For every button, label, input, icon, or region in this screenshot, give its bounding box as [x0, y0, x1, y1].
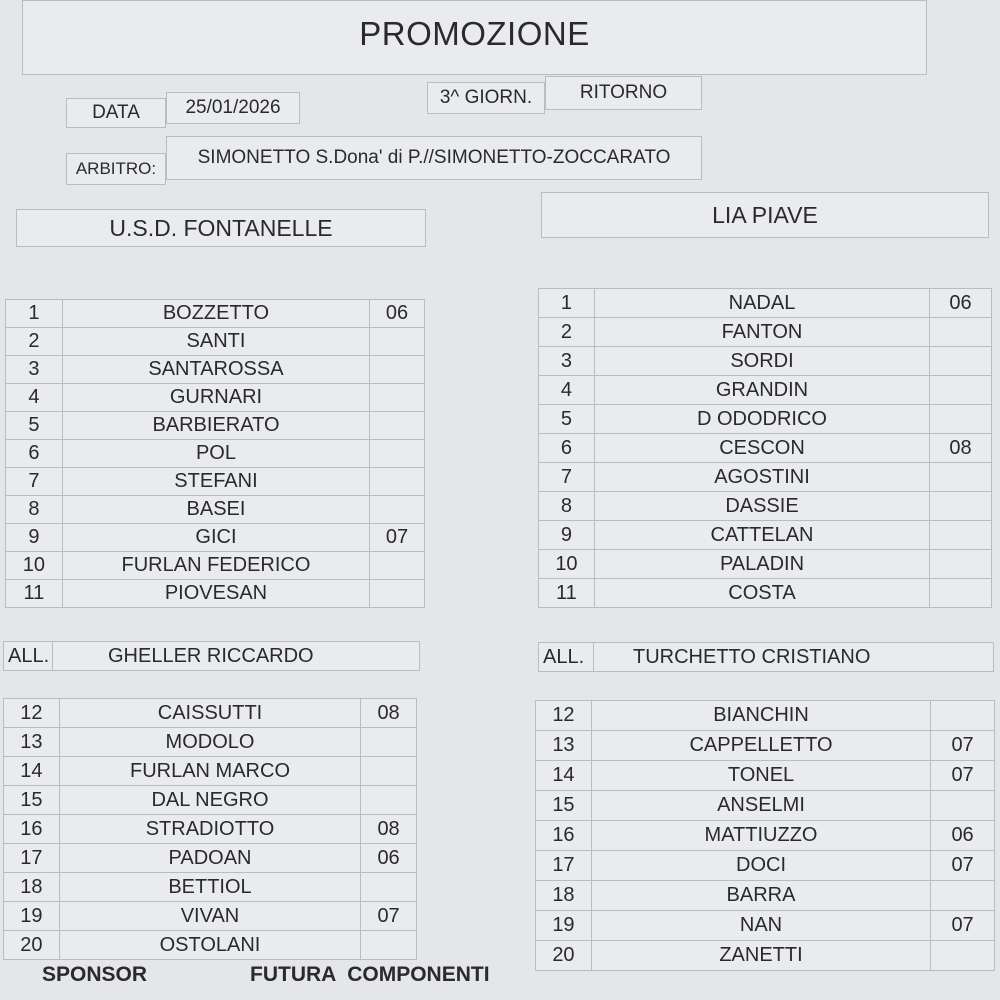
player-name: GURNARI [62, 384, 369, 412]
player-name: D ODODRICO [594, 405, 929, 434]
player-score: 06 [361, 844, 417, 873]
player-number: 12 [4, 699, 60, 728]
player-score [930, 579, 992, 608]
data-value: 25/01/2026 [166, 92, 300, 124]
player-row [539, 318, 992, 347]
player-score: 06 [930, 289, 992, 318]
player-name: NADAL [594, 289, 929, 318]
player-row [536, 761, 995, 791]
player-row [536, 731, 995, 761]
player-name: DAL NEGRO [59, 786, 360, 815]
player-row [4, 815, 417, 844]
player-row [539, 550, 992, 579]
away-coach-row [538, 642, 994, 672]
player-name: SANTI [62, 328, 369, 356]
player-name: PALADIN [594, 550, 929, 579]
player-number: 17 [536, 851, 592, 881]
home-team-name: U.S.D. FONTANELLE [16, 209, 426, 247]
player-name: FURLAN FEDERICO [62, 552, 369, 580]
player-score: 06 [931, 821, 995, 851]
player-row [4, 728, 417, 757]
player-row [6, 412, 425, 440]
player-number: 6 [6, 440, 63, 468]
player-row [536, 911, 995, 941]
player-row [539, 579, 992, 608]
player-number: 20 [4, 931, 60, 960]
player-score: 08 [930, 434, 992, 463]
player-score [361, 728, 417, 757]
player-name: MATTIUZZO [591, 821, 930, 851]
player-name: AGOSTINI [594, 463, 929, 492]
player-name: BOZZETTO [62, 300, 369, 328]
player-score [370, 328, 425, 356]
player-number: 10 [539, 550, 595, 579]
player-score [931, 941, 995, 971]
player-number: 1 [6, 300, 63, 328]
player-number: 19 [4, 902, 60, 931]
player-number: 17 [4, 844, 60, 873]
player-number: 14 [4, 757, 60, 786]
player-number: 18 [536, 881, 592, 911]
away-starters-table [538, 288, 992, 608]
player-number: 16 [536, 821, 592, 851]
player-name: PADOAN [59, 844, 360, 873]
player-number: 7 [6, 468, 63, 496]
player-number: 10 [6, 552, 63, 580]
player-row [536, 791, 995, 821]
away-coach-name: TURCHETTO CRISTIANO [633, 645, 871, 668]
sponsor-value: FUTURA COMPONENTI [250, 963, 490, 986]
player-row [539, 434, 992, 463]
player-name: NAN [591, 911, 930, 941]
player-row [539, 376, 992, 405]
player-row [6, 496, 425, 524]
player-row [4, 757, 417, 786]
player-row [6, 580, 425, 608]
player-score [370, 552, 425, 580]
player-name: ANSELMI [591, 791, 930, 821]
player-number: 8 [539, 492, 595, 521]
player-row [6, 356, 425, 384]
page-title: PROMOZIONE [359, 15, 590, 52]
player-row [6, 524, 425, 552]
player-name: GICI [62, 524, 369, 552]
player-name: CESCON [594, 434, 929, 463]
player-name: MODOLO [59, 728, 360, 757]
home-coach-row [3, 641, 420, 671]
player-row [539, 405, 992, 434]
player-score [930, 318, 992, 347]
away-subs-table [535, 700, 995, 971]
player-name: SANTAROSSA [62, 356, 369, 384]
player-score: 07 [931, 761, 995, 791]
player-row [539, 463, 992, 492]
player-row [6, 552, 425, 580]
player-number: 12 [536, 701, 592, 731]
player-name: TONEL [591, 761, 930, 791]
player-row [6, 384, 425, 412]
player-name: BIANCHIN [591, 701, 930, 731]
player-number: 13 [536, 731, 592, 761]
home-coach-name: GHELLER RICCARDO [108, 644, 314, 667]
away-team-name: LIA PIAVE [541, 192, 989, 238]
player-score: 07 [361, 902, 417, 931]
player-number: 2 [539, 318, 595, 347]
player-number: 16 [4, 815, 60, 844]
player-number: 8 [6, 496, 63, 524]
player-name: SORDI [594, 347, 929, 376]
player-number: 2 [6, 328, 63, 356]
player-score [930, 347, 992, 376]
player-number: 14 [536, 761, 592, 791]
player-score: 07 [931, 851, 995, 881]
player-row [536, 941, 995, 971]
player-score [370, 496, 425, 524]
player-name: POL [62, 440, 369, 468]
player-name: BARRA [591, 881, 930, 911]
player-name: STEFANI [62, 468, 369, 496]
data-label: DATA [66, 98, 166, 128]
giornata-label: 3^ GIORN. [427, 82, 545, 114]
player-score: 07 [931, 911, 995, 941]
player-score [361, 786, 417, 815]
player-name: ZANETTI [591, 941, 930, 971]
giornata-value: RITORNO [545, 76, 702, 110]
player-score: 06 [370, 300, 425, 328]
player-score: 07 [370, 524, 425, 552]
player-number: 5 [539, 405, 595, 434]
player-name: COSTA [594, 579, 929, 608]
player-score [370, 580, 425, 608]
player-row [536, 851, 995, 881]
player-score [930, 405, 992, 434]
player-row [539, 492, 992, 521]
player-name: CAISSUTTI [59, 699, 360, 728]
player-score: 08 [361, 815, 417, 844]
player-name: GRANDIN [594, 376, 929, 405]
player-name: FURLAN MARCO [59, 757, 360, 786]
player-number: 5 [6, 412, 63, 440]
player-score [931, 701, 995, 731]
player-number: 18 [4, 873, 60, 902]
home-starters-table [5, 299, 425, 608]
player-row [536, 701, 995, 731]
home-subs-table [3, 698, 417, 960]
player-number: 3 [539, 347, 595, 376]
player-number: 1 [539, 289, 595, 318]
player-score [930, 521, 992, 550]
player-score: 08 [361, 699, 417, 728]
arbitro-value: SIMONETTO S.Dona' di P.//SIMONETTO-ZOCCARATO [166, 136, 702, 180]
player-name: STRADIOTTO [59, 815, 360, 844]
player-score [370, 412, 425, 440]
player-number: 15 [4, 786, 60, 815]
sponsor-label: SPONSOR [42, 963, 148, 986]
player-score [931, 881, 995, 911]
player-name: BETTIOL [59, 873, 360, 902]
player-score [370, 356, 425, 384]
player-name: CATTELAN [594, 521, 929, 550]
player-number: 9 [6, 524, 63, 552]
player-name: OSTOLANI [59, 931, 360, 960]
player-score [930, 463, 992, 492]
player-score [930, 376, 992, 405]
player-row [6, 440, 425, 468]
home-coach-label: ALL. [4, 642, 53, 670]
player-score [931, 791, 995, 821]
player-number: 4 [6, 384, 63, 412]
player-score [370, 468, 425, 496]
player-name: BASEI [62, 496, 369, 524]
player-number: 4 [539, 376, 595, 405]
player-row [536, 881, 995, 911]
player-score [361, 873, 417, 902]
player-score [361, 757, 417, 786]
player-number: 7 [539, 463, 595, 492]
player-name: FANTON [594, 318, 929, 347]
player-row [6, 328, 425, 356]
player-score [930, 492, 992, 521]
player-score [370, 384, 425, 412]
player-row [4, 873, 417, 902]
player-name: PIOVESAN [62, 580, 369, 608]
player-number: 11 [539, 579, 595, 608]
player-name: DASSIE [594, 492, 929, 521]
player-row [4, 902, 417, 931]
title-box [22, 0, 927, 75]
player-score: 07 [931, 731, 995, 761]
player-name: VIVAN [59, 902, 360, 931]
player-number: 6 [539, 434, 595, 463]
player-score [361, 931, 417, 960]
player-number: 19 [536, 911, 592, 941]
player-row [6, 468, 425, 496]
player-row [536, 821, 995, 851]
player-score [930, 550, 992, 579]
player-row [539, 347, 992, 376]
arbitro-label: ARBITRO: [66, 153, 166, 185]
player-number: 15 [536, 791, 592, 821]
player-row [4, 844, 417, 873]
player-name: CAPPELLETTO [591, 731, 930, 761]
player-name: BARBIERATO [62, 412, 369, 440]
player-row [4, 931, 417, 960]
player-row [539, 521, 992, 550]
player-row [6, 300, 425, 328]
away-coach-label: ALL. [539, 643, 594, 671]
player-number: 3 [6, 356, 63, 384]
player-score [370, 440, 425, 468]
player-number: 9 [539, 521, 595, 550]
player-row [4, 699, 417, 728]
player-number: 11 [6, 580, 63, 608]
player-number: 13 [4, 728, 60, 757]
player-row [4, 786, 417, 815]
player-number: 20 [536, 941, 592, 971]
player-name: DOCI [591, 851, 930, 881]
player-row [539, 289, 992, 318]
